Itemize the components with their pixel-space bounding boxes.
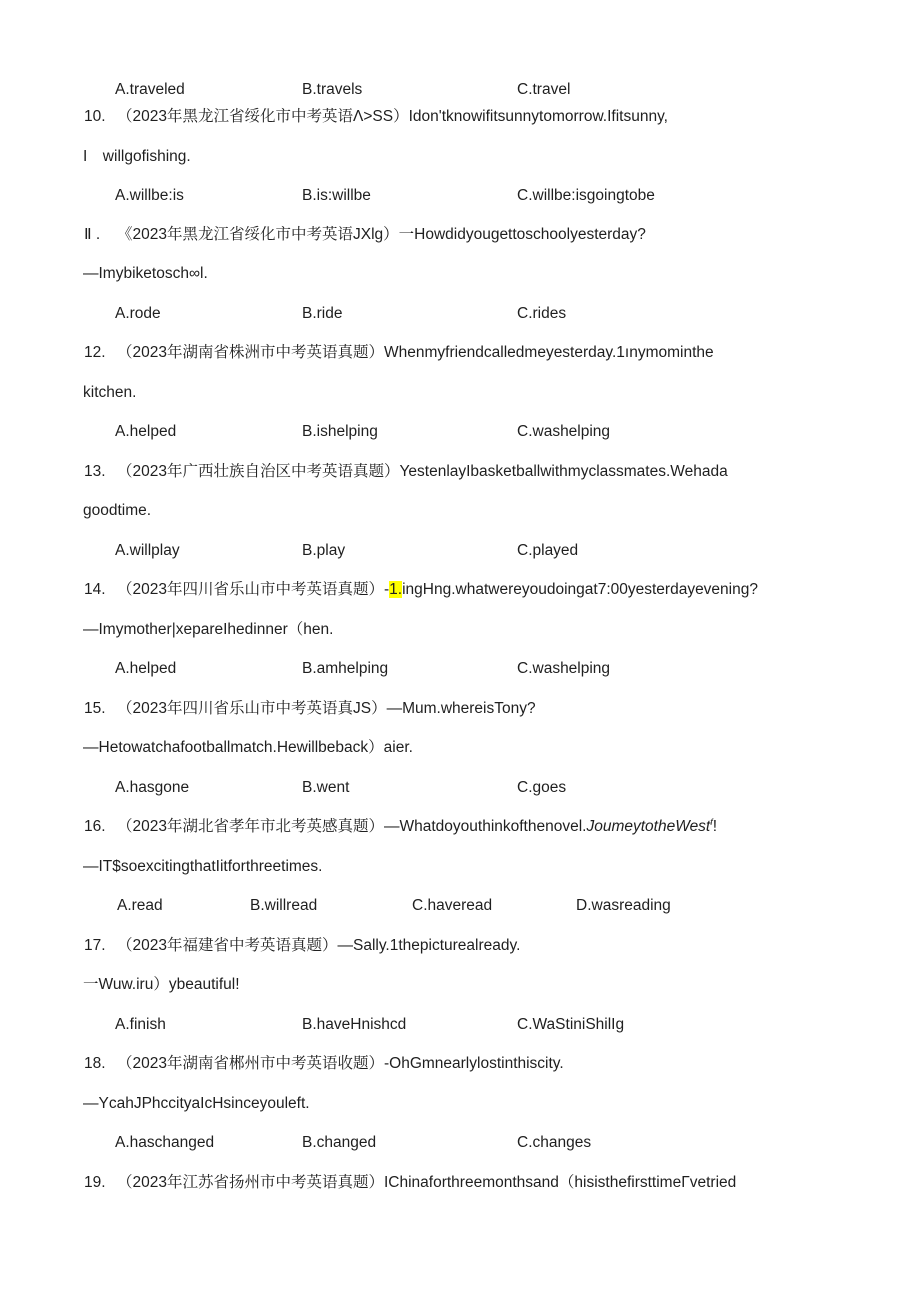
- question-number: 12.: [84, 344, 106, 361]
- option-a: A.read: [117, 897, 163, 914]
- question-text: —Hetowatchafootballmatch.Hewillbeback）aier.: [83, 739, 413, 756]
- option-b: B.ride: [302, 305, 343, 322]
- option-d: D.wasreading: [576, 897, 671, 914]
- question-18-line2: [0, 1094, 920, 1114]
- question-text: I willgofishing.: [83, 148, 191, 165]
- option-c: C.travel: [517, 81, 571, 98]
- question-text: kitchen.: [83, 384, 137, 401]
- question-number: 13.: [84, 463, 106, 480]
- question-text: [117, 817, 717, 838]
- question-text: goodtime.: [83, 502, 152, 519]
- question-13-line1: [0, 462, 920, 482]
- option-a: A.rode: [115, 305, 161, 322]
- options-row-q11: [0, 304, 920, 324]
- question-text-post: ingHng.whatwereyoudoingat7:00yesterdayevening?: [402, 581, 758, 598]
- option-a: A.hasgone: [115, 779, 190, 796]
- question-12-line2: [0, 383, 920, 403]
- option-b: B.travels: [302, 81, 363, 98]
- question-text: [117, 580, 758, 600]
- options-row-q15: [0, 778, 920, 798]
- question-17-line1: [0, 936, 920, 956]
- option-a: A.willbe:is: [115, 187, 184, 204]
- question-number: 18.: [84, 1055, 106, 1072]
- question-text: （2023年四川省乐山市中考英语真JS）—Mum.whereisTony?: [117, 700, 536, 717]
- question-text: （2023年湖南省株洲市中考英语真题）Whenmyfriendcalledmeyesterday.1ınymominthe: [117, 344, 714, 361]
- option-b: B.play: [302, 542, 346, 559]
- question-12-line1: [0, 343, 920, 363]
- option-a: A.helped: [115, 660, 177, 677]
- options-row-q16: [0, 896, 920, 916]
- question-text-end: !: [712, 818, 718, 835]
- option-b: B.changed: [302, 1134, 377, 1151]
- option-a: A.willplay: [115, 542, 180, 559]
- option-b: B.amhelping: [302, 660, 389, 677]
- option-c: C.goes: [517, 779, 567, 796]
- option-c: C.WaStiniShilIg: [517, 1016, 625, 1033]
- options-row-q14: [0, 659, 920, 679]
- question-text: 《2023年黑龙江省绥化市中考英语JXlg）一Howdidyougettoschoolyesterday?: [117, 226, 646, 243]
- question-number: 16.: [84, 818, 106, 835]
- options-row-q12: [0, 422, 920, 442]
- question-19-line1: [0, 1173, 920, 1193]
- question-16-line1: [0, 817, 920, 837]
- novel-title-italic: JoumeytotheWest: [586, 818, 711, 835]
- question-number: 10.: [84, 108, 106, 125]
- option-b: B.went: [302, 779, 350, 796]
- question-text: （2023年福建省中考英语真题）—Sally.1thepicturealready.: [117, 937, 521, 954]
- question-text: —Imybiketosch∞l.: [83, 265, 208, 282]
- question-15-line1: [0, 699, 920, 719]
- question-18-line1: [0, 1054, 920, 1074]
- option-a: A.traveled: [115, 81, 185, 98]
- options-row-q17: [0, 1015, 920, 1035]
- question-text: （2023年江苏省扬州市中考英语真题）IChinaforthreemonthsand（hisisthefirsttimeΓvetried: [117, 1174, 737, 1191]
- option-a: A.finish: [115, 1016, 166, 1033]
- question-11-line1: [0, 225, 920, 245]
- question-13-line2: [0, 501, 920, 521]
- option-b: B.haveHnishcd: [302, 1016, 407, 1033]
- question-text-pre: （2023年湖北省孝年市北考英感真题）—Whatdoyouthinkofthenovel.: [117, 818, 587, 835]
- question-14-line1: [0, 580, 920, 600]
- question-text: （2023年广西壮族自治区中考英语真题）YestenlayIbasketballwithmyclassmates.Wehada: [117, 463, 728, 480]
- question-15-line2: [0, 738, 920, 758]
- question-number: 19.: [84, 1174, 106, 1191]
- question-text: —IT$soexcitingthatIitforthreetimes.: [83, 858, 323, 875]
- question-text: —Imymother|xepareIhedinner（hen.: [83, 621, 334, 638]
- options-row-q13: [0, 541, 920, 561]
- option-c: C.washelping: [517, 423, 611, 440]
- question-number: Ⅱ .: [84, 226, 101, 243]
- option-c: C.washelping: [517, 660, 611, 677]
- option-b: B.ishelping: [302, 423, 378, 440]
- options-row-q9: [0, 80, 920, 100]
- question-11-line2: [0, 264, 920, 284]
- option-a: A.helped: [115, 423, 177, 440]
- question-17-line2: [0, 975, 920, 995]
- question-text: （2023年黑龙江省绥化市中考英语Λ>SS）Idon'tknowifitsunnytomorrow.Ifitsunny,: [117, 108, 668, 125]
- option-c: C.changes: [517, 1134, 592, 1151]
- question-number: 15.: [84, 700, 106, 717]
- question-text: （2023年湖南省郴州市中考英语收题）-OhGmnearlylostinthiscity.: [117, 1055, 564, 1072]
- question-text-pre: （2023年四川省乐山市中考英语真题）-: [117, 581, 390, 598]
- question-10-line2: [0, 147, 920, 167]
- question-number: 17.: [84, 937, 106, 954]
- option-c: C.willbe:isgoingtobe: [517, 187, 655, 204]
- question-14-line2: [0, 620, 920, 640]
- question-16-line2: [0, 857, 920, 877]
- question-number: 14.: [84, 581, 106, 598]
- option-c: C.played: [517, 542, 579, 559]
- question-text: —YcahJPhccityaIcHsinceyouleft.: [83, 1095, 310, 1112]
- option-a: A.haschanged: [115, 1134, 215, 1151]
- option-b: B.willread: [250, 897, 318, 914]
- option-c: C.rides: [517, 305, 567, 322]
- superscript-mark: f: [710, 817, 713, 827]
- options-row-q18: [0, 1133, 920, 1153]
- option-b: B.is:willbe: [302, 187, 371, 204]
- highlighted-text: 1.: [389, 581, 403, 598]
- option-c: C.haveread: [412, 897, 493, 914]
- question-10-line1: [0, 107, 920, 127]
- question-text: 一Wuw.iru）ybeautiful!: [83, 976, 240, 993]
- options-row-q10: [0, 186, 920, 206]
